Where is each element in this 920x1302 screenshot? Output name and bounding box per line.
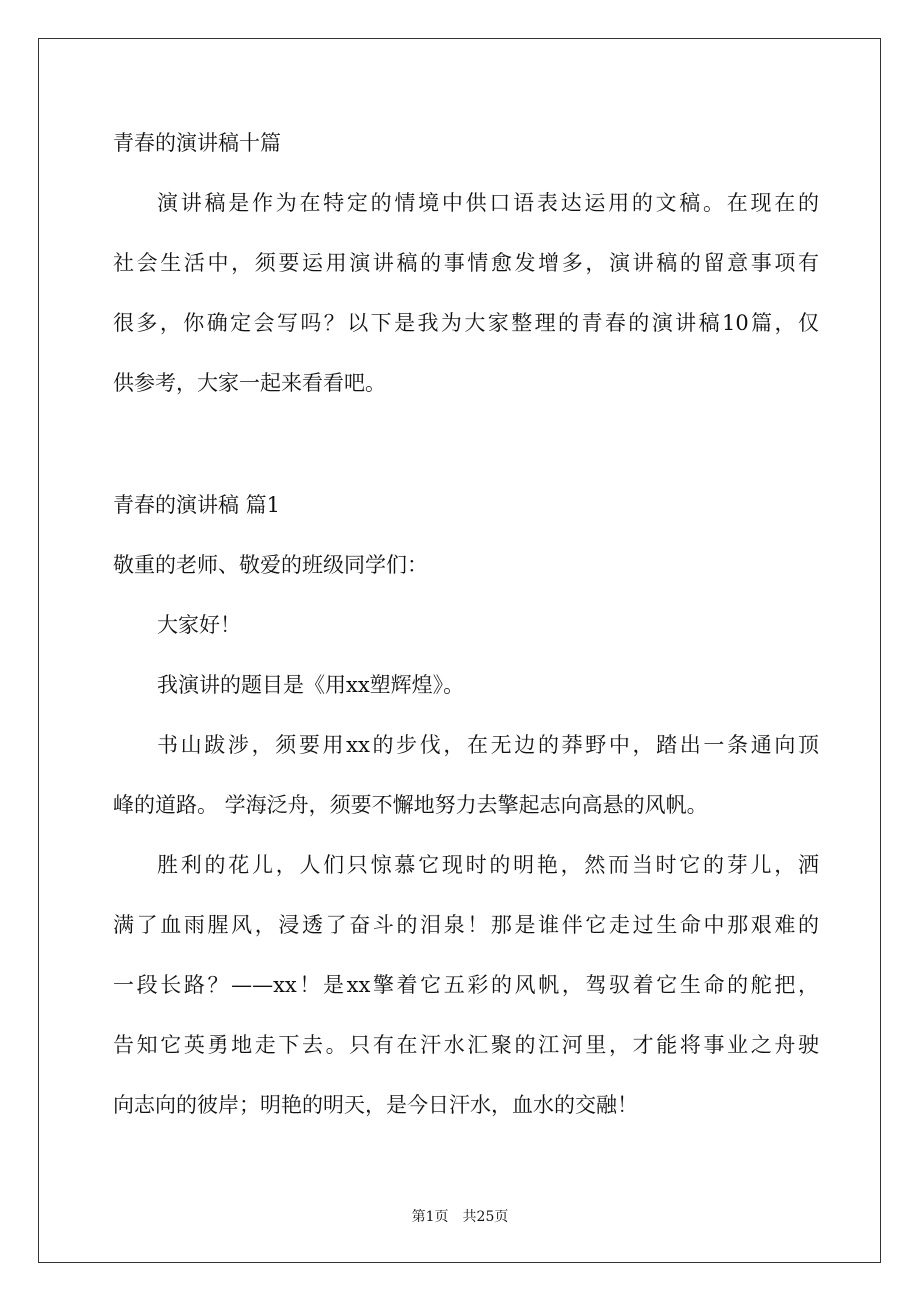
paragraph-line: 一段长路？——xx！是xx擎着它五彩的风帆，驾驭着它生命的舵把，	[113, 973, 819, 997]
intro-line: 供参考，大家一起来看看吧。	[113, 371, 386, 395]
paragraph-line: 书山跋涉，须要用xx的步伐，在无边的莽野中，踏出一条通向顶	[157, 733, 819, 757]
page-number: 第1页 共25页	[411, 1209, 509, 1225]
section-heading: 青春的演讲稿 篇1	[113, 493, 281, 517]
paragraph-line: 向志向的彼岸；明艳的明天，是今日汗水，血水的交融！	[113, 1093, 638, 1117]
topic-line: 我演讲的题目是《用xx塑辉煌》。	[157, 673, 465, 697]
page-border	[38, 38, 881, 1263]
paragraph-line: 胜利的花儿，人们只惊慕它现时的明艳，然而当时它的芽儿，洒	[157, 853, 819, 877]
paragraph-line: 满了血雨腥风，浸透了奋斗的泪泉！那是谁伴它走过生命中那艰难的	[113, 913, 819, 937]
paragraph-line: 告知它英勇地走下去。只有在汗水汇聚的江河里，才能将事业之舟驶	[113, 1033, 819, 1057]
intro-line: 很多，你确定会写吗？以下是我为大家整理的青春的演讲稿10篇，仅	[113, 311, 819, 335]
document-title: 青春的演讲稿十篇	[113, 131, 281, 155]
salutation: 敬重的老师、敬爱的班级同学们：	[113, 553, 428, 577]
paragraph-line: 峰的道路。 学海泛舟，须要不懈地努力去擎起志向高悬的风帆。	[113, 793, 708, 817]
intro-line: 社会生活中，须要运用演讲稿的事情愈发增多，演讲稿的留意事项有	[113, 251, 819, 275]
greeting: 大家好！	[157, 613, 241, 637]
intro-line: 演讲稿是作为在特定的情境中供口语表达运用的文稿。在现在的	[157, 191, 819, 215]
